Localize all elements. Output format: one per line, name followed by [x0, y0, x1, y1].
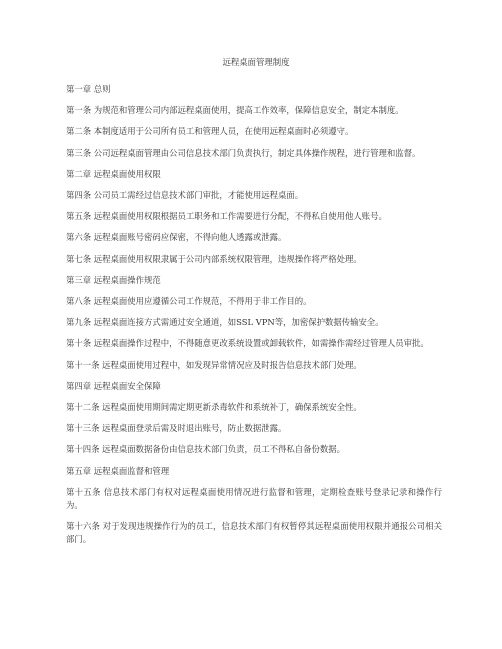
article-paragraph: 第九条 远程桌面连接方式需通过安全通道，如SSL VPN等，加密保护数据传输安全。 [66, 317, 384, 328]
chapter-heading: 第一章 总则 [66, 84, 111, 94]
article-paragraph: 第十六条 对于发现违规操作行为的员工，信息技术部门有权暂停其远程桌面使用权限并通报公司相关部门。 [66, 521, 442, 545]
article-paragraph: 第十三条 远程桌面登录后需及时退出账号，防止数据泄露。 [66, 423, 287, 434]
article-paragraph: 第六条 远程桌面账号密码应保密，不得向他人透露或泄露。 [66, 232, 287, 243]
article-paragraph: 第十条 远程桌面操作过程中，不得随意更改系统设置或卸载软件，如需操作需经过管理人员审批。 [66, 338, 429, 349]
article-paragraph: 第五条 远程桌面使用权限根据员工职务和工作需要进行分配，不得私自使用他人账号。 [66, 211, 387, 222]
chapter-heading: 第三章 远程桌面操作规范 [66, 274, 161, 285]
article-paragraph: 第一条 为规范和管理公司内部远程桌面使用，提高工作效率，保障信息安全，制定本制度。 [66, 105, 404, 116]
chapter-heading: 第二章 远程桌面使用权限 [66, 168, 161, 179]
article-paragraph: 第十二条 远程桌面使用期间需定期更新杀毒软件和系统补丁，确保系统安全性。 [66, 402, 362, 413]
chapter-heading: 第四章 远程桌面安全保障 [66, 380, 161, 391]
article-paragraph: 第十四条 远程桌面数据备份由信息技术部门负责，员工不得私自备份数据。 [66, 444, 346, 455]
article-paragraph: 第十五条 信息技术部门有权对远程桌面使用情况进行监督和管理，定期检查账号登录记录和操作行为。 [66, 486, 442, 511]
article-paragraph: 第七条 远程桌面使用权限隶属于公司内部系统权限管理，违规操作将严格处理。 [66, 253, 362, 264]
article-paragraph: 第二条 本制度适用于公司所有员工和管理人员，在使用远程桌面时必须遵守。 [66, 126, 354, 137]
article-paragraph: 第三条 公司远程桌面管理由公司信息技术部门负责执行，制定具体操作规程，进行管理和监督。 [66, 147, 421, 158]
article-paragraph: 第十一条 远程桌面使用过程中，如发现异常情况应及时报告信息技术部门处理。 [66, 359, 362, 370]
document-title: 远程桌面管理制度 [222, 57, 290, 67]
article-paragraph: 第八条 远程桌面使用应遵循公司工作规范，不得用于非工作目的。 [66, 296, 312, 307]
article-paragraph: 第四条 公司员工需经过信息技术部门审批，才能使用远程桌面。 [66, 190, 304, 201]
chapter-heading: 第五章 远程桌面监督和管理 [66, 465, 170, 476]
